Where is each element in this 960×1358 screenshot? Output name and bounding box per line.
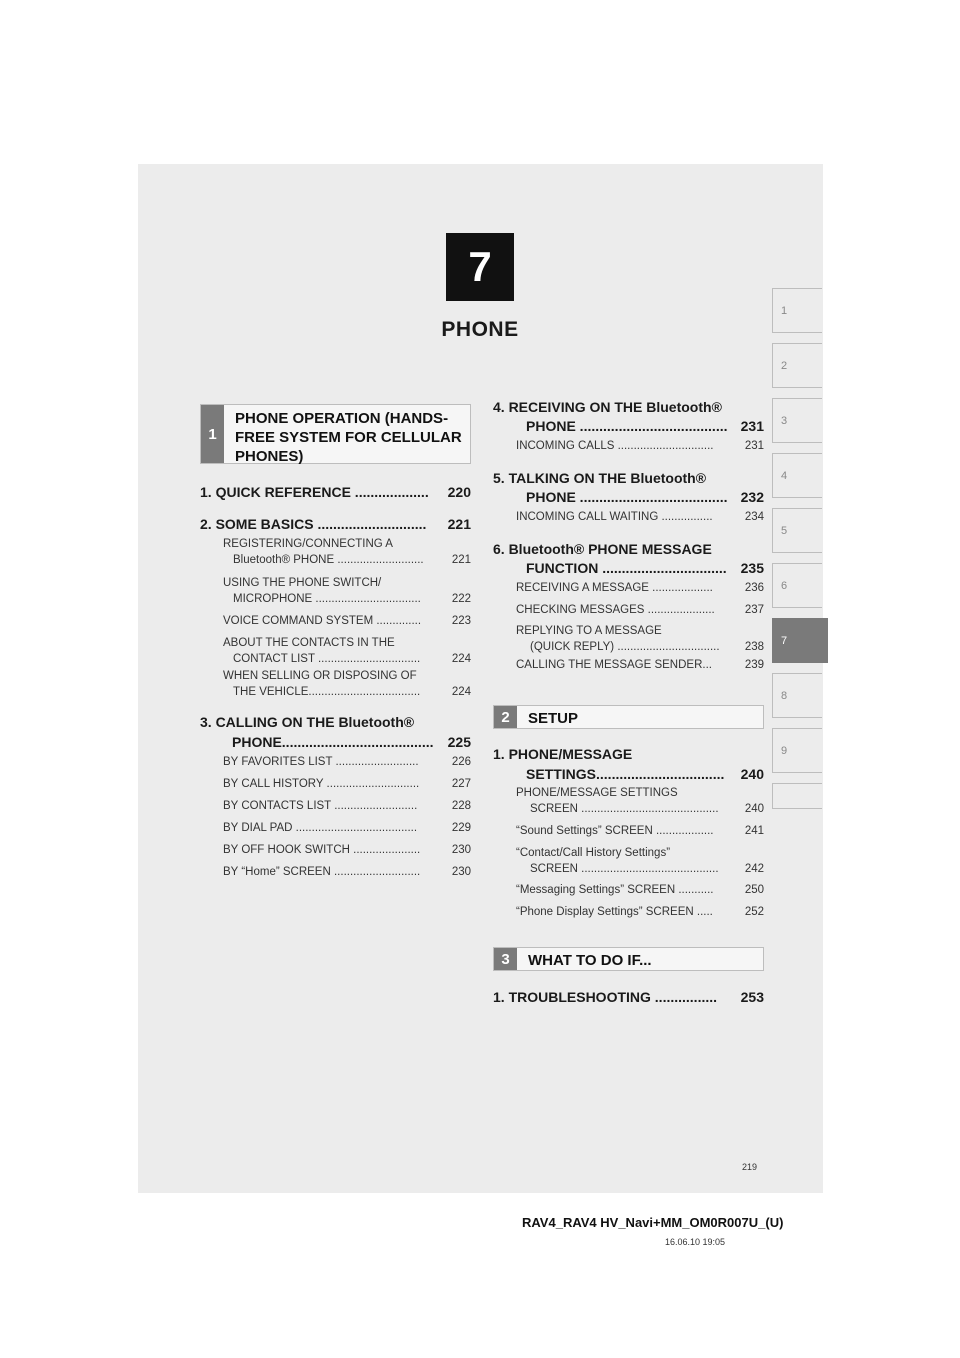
toc-entry[interactable]: 2. SOME BASICS ............................ 221: [200, 516, 471, 532]
toc-entry[interactable]: PHONE ...................................... 232: [526, 489, 764, 505]
tab-8[interactable]: 8: [772, 673, 822, 718]
section-number: 2: [494, 706, 517, 728]
tab-9[interactable]: 9: [772, 728, 822, 773]
toc-entry[interactable]: THE VEHICLE................................... 224: [233, 686, 471, 698]
toc-entry[interactable]: SCREEN ........................................... 242: [530, 863, 764, 875]
tab-6[interactable]: 6: [772, 563, 822, 608]
toc-entry[interactable]: BY OFF HOOK SWITCH ..................... 230: [223, 844, 471, 856]
toc-entry[interactable]: CONTACT LIST ................................ 224: [233, 653, 471, 665]
section-header-2: [493, 705, 764, 729]
tab-4[interactable]: 4: [772, 453, 822, 498]
toc-entry[interactable]: BY “Home” SCREEN ........................... 230: [223, 866, 471, 878]
chapter-title: PHONE: [441, 318, 519, 341]
section-title: SETUP: [528, 710, 579, 727]
toc-entry[interactable]: 5. TALKING ON THE Bluetooth®: [493, 470, 707, 486]
tab-10[interactable]: [772, 783, 822, 809]
document-id: RAV4_RAV4 HV_Navi+MM_OM0R007U_(U): [522, 1215, 784, 1230]
print-date: 16.06.10 19:05: [665, 1237, 726, 1247]
tab-3[interactable]: 3: [772, 398, 822, 443]
toc-entry[interactable]: 1. QUICK REFERENCE ................... 220: [200, 484, 471, 500]
page-number: 219: [742, 1162, 758, 1172]
toc-entry[interactable]: ABOUT THE CONTACTS IN THE: [223, 637, 395, 649]
toc-entry[interactable]: MICROPHONE ................................. 222: [233, 593, 471, 605]
toc-entry[interactable]: “Messaging Settings” SCREEN ........... 250: [516, 884, 764, 896]
toc-entry[interactable]: PHONE ...................................... 231: [526, 418, 764, 434]
toc-entry[interactable]: (QUICK REPLY) ................................ 238: [530, 641, 764, 653]
tab-7[interactable]: 7: [772, 618, 828, 663]
tab-2[interactable]: 2: [772, 343, 822, 388]
toc-entry[interactable]: 1. TROUBLESHOOTING ................ 253: [493, 989, 764, 1005]
toc-entry[interactable]: FUNCTION ................................ 235: [526, 560, 764, 576]
tab-1[interactable]: 1: [772, 288, 822, 333]
toc-entry[interactable]: PHONE/MESSAGE SETTINGS: [516, 787, 678, 799]
section-number: 1: [201, 405, 224, 463]
toc-entry[interactable]: INCOMING CALL WAITING ................ 234: [516, 511, 764, 523]
toc-entry[interactable]: SCREEN ........................................... 240: [530, 803, 764, 815]
toc-entry[interactable]: SETTINGS................................. 240: [526, 766, 764, 782]
toc-entry[interactable]: Bluetooth® PHONE ........................... 221: [233, 554, 471, 566]
toc-entry[interactable]: “Phone Display Settings” SCREEN ..... 252: [516, 906, 764, 918]
toc-entry[interactable]: BY CALL HISTORY ............................. 227: [223, 778, 471, 790]
toc-entry[interactable]: “Contact/Call History Settings”: [516, 847, 671, 859]
section-header-1: [200, 404, 471, 464]
toc-entry[interactable]: CHECKING MESSAGES ..................... 237: [516, 604, 764, 616]
section-title: WHAT TO DO IF...: [528, 952, 652, 969]
toc-entry[interactable]: WHEN SELLING OR DISPOSING OF: [223, 670, 417, 682]
toc-entry[interactable]: USING THE PHONE SWITCH/: [223, 577, 382, 589]
toc-entry[interactable]: 1. PHONE/MESSAGE: [493, 746, 633, 762]
chapter-number-box: 7: [446, 233, 514, 301]
toc-entry[interactable]: VOICE COMMAND SYSTEM .............. 223: [223, 615, 471, 627]
section-header-3: [493, 947, 764, 971]
toc-entry[interactable]: REGISTERING/CONNECTING A: [223, 538, 393, 550]
toc-entry[interactable]: RECEIVING A MESSAGE ................... 236: [516, 582, 764, 594]
toc-entry[interactable]: 6. Bluetooth® PHONE MESSAGE: [493, 541, 712, 557]
toc-entry[interactable]: 3. CALLING ON THE Bluetooth®: [200, 714, 415, 730]
toc-entry[interactable]: REPLYING TO A MESSAGE: [516, 625, 662, 637]
toc-entry[interactable]: PHONE....................................... 225: [232, 734, 471, 750]
tab-5[interactable]: 5: [772, 508, 822, 553]
toc-entry[interactable]: “Sound Settings” SCREEN .................. 241: [516, 825, 764, 837]
toc-entry[interactable]: CALLING THE MESSAGE SENDER... 239: [516, 659, 764, 671]
toc-entry[interactable]: BY FAVORITES LIST .......................... 226: [223, 756, 471, 768]
toc-entry[interactable]: BY CONTACTS LIST .......................... 228: [223, 800, 471, 812]
section-title: PHONE OPERATION (HANDS-FREE SYSTEM FOR CELLULAR PHONES): [235, 410, 462, 465]
toc-entry[interactable]: BY DIAL PAD ...................................... 229: [223, 822, 471, 834]
toc-entry[interactable]: INCOMING CALLS .............................. 231: [516, 440, 764, 452]
toc-entry[interactable]: 4. RECEIVING ON THE Bluetooth®: [493, 399, 722, 415]
section-number: 3: [494, 948, 517, 970]
